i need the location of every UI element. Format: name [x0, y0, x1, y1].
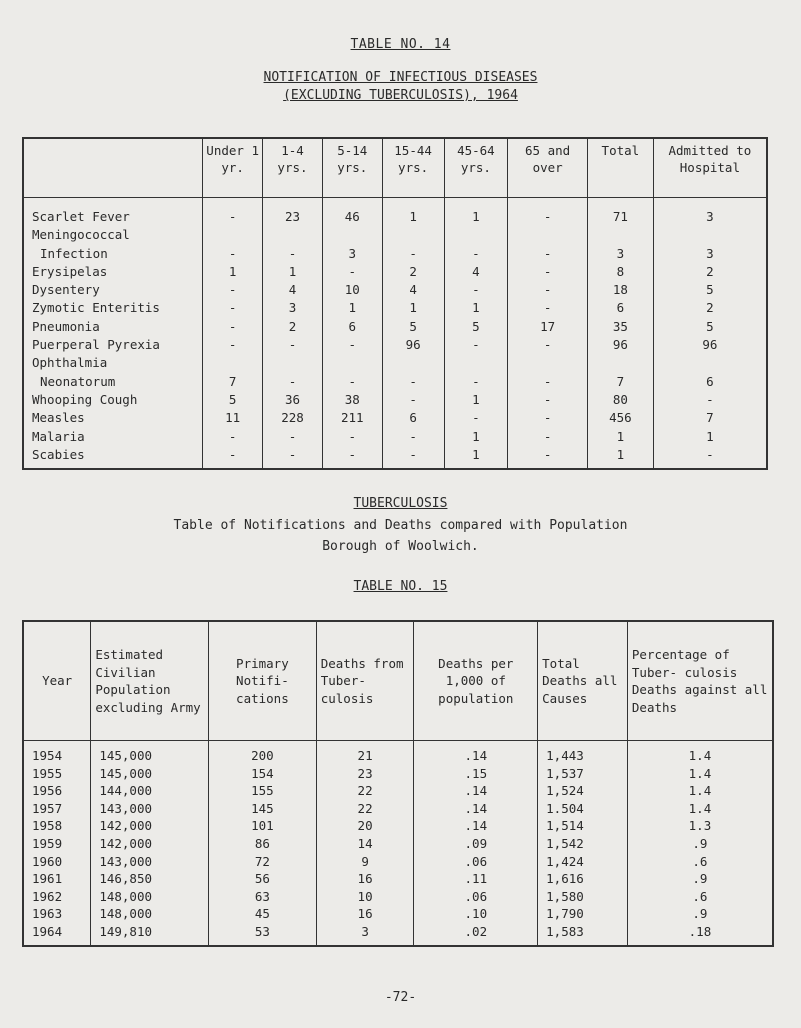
table-row — [23, 446, 767, 469]
table-cell: .14 — [414, 800, 538, 818]
table-cell: 1.4 — [627, 741, 773, 765]
table-cell: 211 — [322, 409, 382, 427]
table-cell: 3 — [653, 245, 767, 263]
tuberculosis-description-1: Table of Notifications and Deaths compared with Population — [173, 518, 628, 533]
table-cell: 148,000 — [91, 888, 209, 906]
table-cell: 5 — [653, 318, 767, 336]
table-14-header-cell — [23, 138, 203, 198]
table-15-header-cell: Primary Notifi- cations — [209, 621, 317, 741]
disease-name: Scarlet Fever — [32, 209, 130, 224]
table-cell: 1 — [587, 446, 653, 469]
table-cell: .9 — [627, 870, 773, 888]
table-14-header-cell: 5-14 yrs. — [322, 138, 382, 198]
table-row — [23, 409, 767, 427]
tuberculosis-description-2: Borough of Woolwich. — [322, 539, 479, 554]
table-cell: 2 — [653, 299, 767, 317]
table-cell: 18 — [587, 281, 653, 299]
table-15-header-cell: Deaths per 1,000 of population — [414, 621, 538, 741]
table-row — [23, 817, 773, 835]
table-row — [23, 391, 767, 409]
table-cell: - — [382, 446, 444, 469]
table-cell — [444, 354, 508, 372]
table-cell — [508, 354, 588, 372]
table-cell: .6 — [627, 888, 773, 906]
table-14-header-cell: 65 and over — [508, 138, 588, 198]
year-cell: 1959 — [32, 835, 63, 851]
table-cell: 86 — [209, 835, 317, 853]
disease-name: Malaria — [32, 428, 85, 444]
table-cell: - — [322, 373, 382, 391]
table-15-header-cell: Deaths from Tuber- culosis — [316, 621, 414, 741]
table-cell: 56 — [209, 870, 317, 888]
year-cell: 1964 — [32, 923, 63, 939]
disease-name: Dysentery — [32, 282, 100, 298]
table-15-header-row — [23, 621, 773, 741]
table-cell: 3 — [263, 299, 323, 317]
table-cell: 3 — [587, 245, 653, 263]
table-cell: - — [508, 198, 588, 227]
table-cell: 5 — [382, 318, 444, 336]
table-cell: 96 — [587, 336, 653, 354]
table-cell: - — [203, 299, 263, 317]
table-cell: 1,583 — [538, 923, 628, 946]
table-cell: .14 — [414, 817, 538, 835]
table-cell: 1 — [444, 299, 508, 317]
table-cell: 228 — [263, 409, 323, 427]
table-cell — [203, 354, 263, 372]
table-cell: .06 — [414, 888, 538, 906]
table-row — [23, 800, 773, 818]
table-cell: - — [203, 198, 263, 227]
table-cell: 4 — [444, 263, 508, 281]
disease-name: Pneumonia — [32, 318, 100, 334]
disease-name: Meningococcal — [32, 227, 130, 243]
table-cell: 11 — [203, 409, 263, 427]
table-cell: - — [382, 428, 444, 446]
table-15-header-cell: Percentage of Tuber- culosis Deaths against all Deaths — [627, 621, 773, 741]
table-cell: 1.3 — [627, 817, 773, 835]
disease-name: Whooping Cough — [32, 391, 138, 407]
table-cell: .09 — [414, 835, 538, 853]
table-cell: 142,000 — [91, 817, 209, 835]
table-cell: .9 — [627, 835, 773, 853]
table-row — [23, 888, 773, 906]
table-cell: 4 — [263, 281, 323, 299]
table-cell: - — [322, 336, 382, 354]
table-cell: .11 — [414, 870, 538, 888]
table-cell: 23 — [316, 765, 414, 783]
table-14-subtitle-2: (EXCLUDING TUBERCULOSIS), 1964 — [283, 88, 518, 103]
table-cell: - — [382, 391, 444, 409]
year-cell: 1957 — [32, 800, 63, 816]
table-cell: .10 — [414, 905, 538, 923]
table-cell: 3 — [316, 923, 414, 946]
page-number: -72- — [384, 990, 417, 1005]
year-cell: 1954 — [32, 748, 63, 763]
table-cell: 10 — [316, 888, 414, 906]
year-cell: 1958 — [32, 818, 63, 834]
table-cell: 16 — [316, 870, 414, 888]
table-cell: - — [444, 373, 508, 391]
table-row — [23, 198, 767, 227]
table-cell: - — [203, 336, 263, 354]
table-cell: 200 — [209, 741, 317, 765]
table-cell: .14 — [414, 741, 538, 765]
table-cell: 1,537 — [538, 765, 628, 783]
table-cell: 149,810 — [91, 923, 209, 946]
table-cell: 36 — [263, 391, 323, 409]
table-cell: 1,542 — [538, 835, 628, 853]
table-cell: 142,000 — [91, 835, 209, 853]
table-cell: 9 — [316, 853, 414, 871]
disease-name: Puerperal Pyrexia — [32, 337, 160, 353]
table-cell: .18 — [627, 923, 773, 946]
table-row — [23, 835, 773, 853]
table-cell: - — [508, 391, 588, 409]
table-cell — [444, 226, 508, 244]
table-cell: - — [653, 391, 767, 409]
year-cell: 1962 — [32, 888, 63, 904]
table-cell: 22 — [316, 782, 414, 800]
table-cell: 7 — [587, 373, 653, 391]
table-14-header-cell: Admitted to Hospital — [653, 138, 767, 198]
table-cell: - — [203, 428, 263, 446]
table-cell: 1 — [444, 198, 508, 227]
table-cell: 1 — [382, 299, 444, 317]
table-cell: 1.504 — [538, 800, 628, 818]
table-cell: - — [263, 428, 323, 446]
table-cell: 38 — [322, 391, 382, 409]
table-cell: - — [382, 245, 444, 263]
table-cell: 1 — [444, 428, 508, 446]
table-cell: - — [263, 336, 323, 354]
table-14-header-cell: Under 1 yr. — [203, 138, 263, 198]
table-cell: 101 — [209, 817, 317, 835]
disease-name: Erysipelas — [32, 263, 108, 279]
table-cell: 6 — [322, 318, 382, 336]
table-cell: 4 — [382, 281, 444, 299]
table-cell — [587, 226, 653, 244]
table-cell: - — [508, 299, 588, 317]
table-row — [23, 226, 767, 244]
disease-name: Neonatorum — [40, 373, 116, 389]
table-cell: 2 — [382, 263, 444, 281]
table-cell: .02 — [414, 923, 538, 946]
table-cell: 20 — [316, 817, 414, 835]
table-row — [23, 923, 773, 946]
table-cell: .15 — [414, 765, 538, 783]
table-cell: 63 — [209, 888, 317, 906]
table-14-header-cell: 15-44 yrs. — [382, 138, 444, 198]
table-cell: 8 — [587, 263, 653, 281]
table-cell: 5 — [444, 318, 508, 336]
table-cell: 155 — [209, 782, 317, 800]
table-row — [23, 336, 767, 354]
table-cell: 1.4 — [627, 765, 773, 783]
table-row — [23, 428, 767, 446]
table-row — [23, 281, 767, 299]
table-row — [23, 354, 767, 372]
table-cell: 1,790 — [538, 905, 628, 923]
table-cell: - — [508, 336, 588, 354]
infectious-diseases-table — [22, 137, 768, 470]
table-cell: - — [444, 409, 508, 427]
table-cell: 17 — [508, 318, 588, 336]
table-15-header-cell: Total Deaths all Causes — [538, 621, 628, 741]
table-cell: - — [263, 446, 323, 469]
table-row — [23, 373, 767, 391]
table-cell: 145,000 — [91, 765, 209, 783]
table-cell: 96 — [382, 336, 444, 354]
table-cell: 146,850 — [91, 870, 209, 888]
table-row — [23, 299, 767, 317]
table-cell: - — [322, 428, 382, 446]
table-cell: 144,000 — [91, 782, 209, 800]
table-cell: 154 — [209, 765, 317, 783]
table-14-header-cell: Total — [587, 138, 653, 198]
table-14-header-row — [23, 138, 767, 198]
table-cell: .9 — [627, 905, 773, 923]
table-cell: - — [508, 428, 588, 446]
table-cell: - — [508, 373, 588, 391]
table-cell: 1,514 — [538, 817, 628, 835]
table-row — [23, 870, 773, 888]
table-cell: 1 — [322, 299, 382, 317]
table-cell: .06 — [414, 853, 538, 871]
table-cell: 10 — [322, 281, 382, 299]
table-cell: - — [263, 373, 323, 391]
table-row — [23, 318, 767, 336]
disease-name: Infection — [40, 245, 108, 261]
table-cell: 21 — [316, 741, 414, 765]
year-cell: 1955 — [32, 765, 63, 781]
table-cell: 72 — [209, 853, 317, 871]
table-cell: 148,000 — [91, 905, 209, 923]
table-cell: - — [508, 263, 588, 281]
table-cell: 3 — [322, 245, 382, 263]
table-row — [23, 782, 773, 800]
table-cell: 1 — [382, 198, 444, 227]
table-cell: - — [203, 281, 263, 299]
table-cell: 143,000 — [91, 853, 209, 871]
table-cell: - — [382, 373, 444, 391]
table-cell: 35 — [587, 318, 653, 336]
table-cell: - — [203, 446, 263, 469]
table-cell: - — [508, 245, 588, 263]
table-cell: 145,000 — [91, 741, 209, 765]
table-cell: - — [653, 446, 767, 469]
year-cell: 1961 — [32, 871, 63, 887]
tuberculosis-table — [22, 620, 774, 947]
table-cell: 1,424 — [538, 853, 628, 871]
tuberculosis-heading: TUBERCULOSIS — [353, 496, 448, 511]
table-cell: 7 — [653, 409, 767, 427]
table-cell: 1 — [263, 263, 323, 281]
table-cell: 7 — [203, 373, 263, 391]
table-cell: 1.4 — [627, 800, 773, 818]
table-cell: 71 — [587, 198, 653, 227]
table-cell: 1,580 — [538, 888, 628, 906]
table-cell: 96 — [653, 336, 767, 354]
table-cell: 1.4 — [627, 782, 773, 800]
table-cell: 1 — [444, 391, 508, 409]
table-cell: 22 — [316, 800, 414, 818]
table-cell: 5 — [203, 391, 263, 409]
table-cell: 1,616 — [538, 870, 628, 888]
table-cell: 145 — [209, 800, 317, 818]
year-cell: 1960 — [32, 853, 63, 869]
disease-name: Measles — [32, 410, 85, 426]
table-cell — [653, 354, 767, 372]
table-14-header-cell: 45-64 yrs. — [444, 138, 508, 198]
table-cell: 6 — [587, 299, 653, 317]
disease-name: Scabies — [32, 446, 85, 462]
table-cell — [322, 354, 382, 372]
table-cell — [263, 354, 323, 372]
disease-name: Zymotic Enteritis — [32, 300, 160, 316]
table-row — [23, 245, 767, 263]
table-15-title: TABLE NO. 15 — [353, 579, 448, 594]
table-cell: 53 — [209, 923, 317, 946]
table-14-title: TABLE NO. 14 — [350, 37, 451, 52]
table-cell — [587, 354, 653, 372]
disease-name: Ophthalmia — [32, 355, 108, 371]
table-cell: - — [508, 281, 588, 299]
table-15-header-cell: Estimated Civilian Population excluding Army — [91, 621, 209, 741]
table-cell: - — [203, 318, 263, 336]
year-cell: 1956 — [32, 783, 63, 799]
table-cell: 1,443 — [538, 741, 628, 765]
table-cell: 16 — [316, 905, 414, 923]
table-cell: - — [508, 409, 588, 427]
table-cell: 6 — [653, 373, 767, 391]
table-cell — [382, 226, 444, 244]
table-cell: 14 — [316, 835, 414, 853]
table-cell: - — [263, 245, 323, 263]
table-cell: - — [322, 446, 382, 469]
table-cell: - — [203, 245, 263, 263]
table-cell: - — [444, 281, 508, 299]
table-14-header-cell: 1-4 yrs. — [263, 138, 323, 198]
year-cell: 1963 — [32, 906, 63, 922]
table-cell: 1,524 — [538, 782, 628, 800]
table-cell: 143,000 — [91, 800, 209, 818]
table-cell: - — [444, 245, 508, 263]
table-cell — [322, 226, 382, 244]
table-cell: 3 — [653, 198, 767, 227]
table-cell: 1 — [587, 428, 653, 446]
table-cell — [203, 226, 263, 244]
table-cell: .6 — [627, 853, 773, 871]
table-cell: 456 — [587, 409, 653, 427]
table-row — [23, 263, 767, 281]
table-cell: 46 — [322, 198, 382, 227]
table-cell — [382, 354, 444, 372]
table-cell: - — [322, 263, 382, 281]
table-row — [23, 905, 773, 923]
table-cell: 2 — [263, 318, 323, 336]
table-cell — [508, 226, 588, 244]
table-cell: 1 — [203, 263, 263, 281]
table-cell: .14 — [414, 782, 538, 800]
table-cell: 80 — [587, 391, 653, 409]
table-14-subtitle-1: NOTIFICATION OF INFECTIOUS DISEASES — [263, 70, 538, 85]
table-cell: 5 — [653, 281, 767, 299]
table-row — [23, 853, 773, 871]
table-cell: 2 — [653, 263, 767, 281]
table-cell: 1 — [444, 446, 508, 469]
table-cell: - — [444, 336, 508, 354]
table-cell: 23 — [263, 198, 323, 227]
table-cell — [653, 226, 767, 244]
table-row — [23, 741, 773, 765]
table-cell: - — [508, 446, 588, 469]
table-15-header-cell: Year — [23, 621, 91, 741]
table-cell: 6 — [382, 409, 444, 427]
table-cell: 45 — [209, 905, 317, 923]
table-cell — [263, 226, 323, 244]
table-cell: 1 — [653, 428, 767, 446]
table-row — [23, 765, 773, 783]
